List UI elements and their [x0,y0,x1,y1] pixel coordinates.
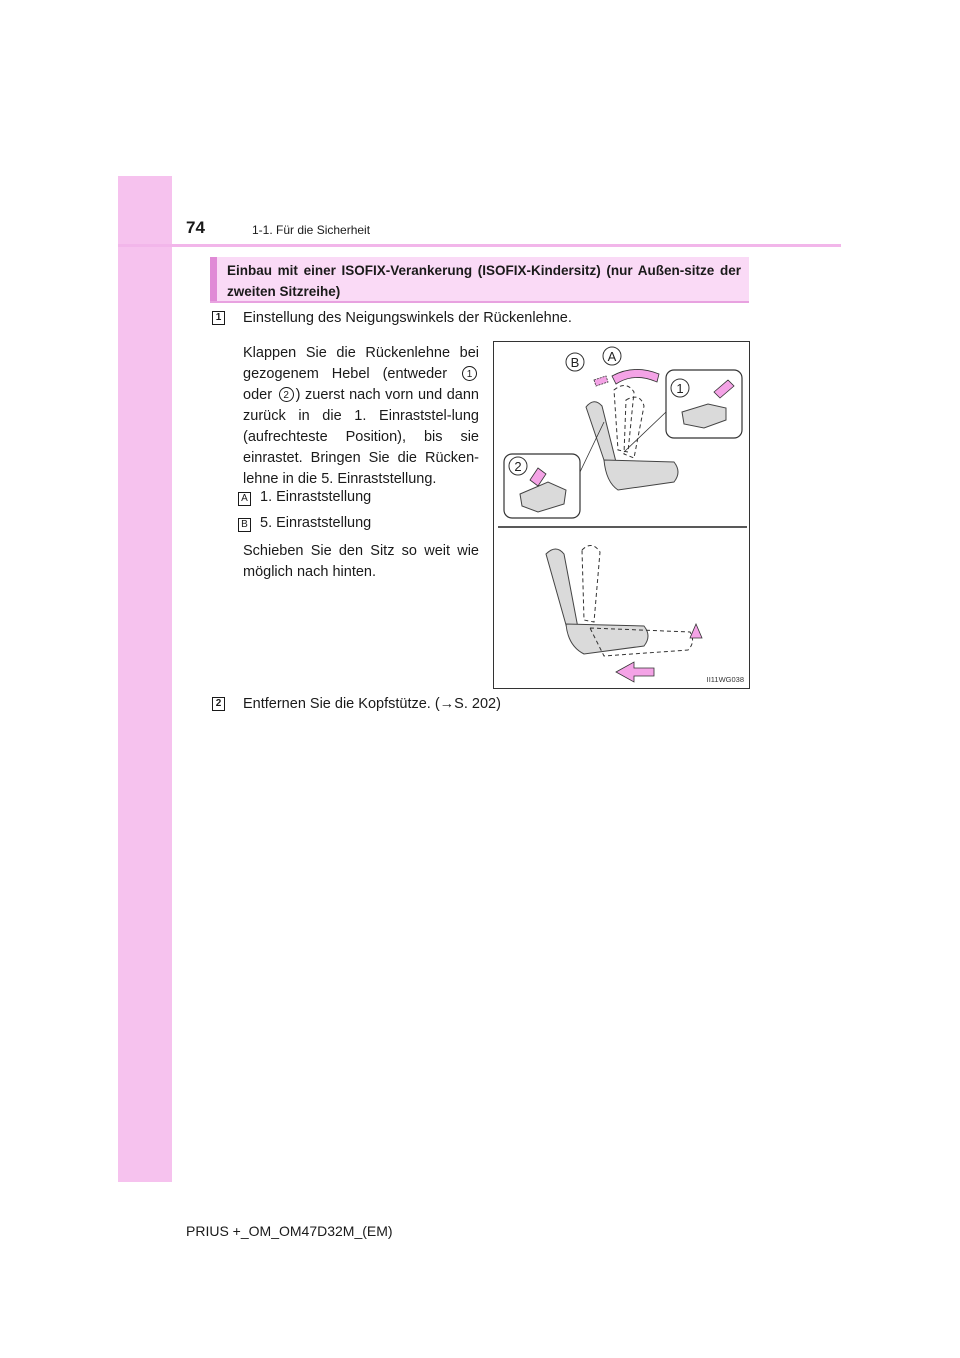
item-a-label: A [238,492,251,506]
callout-a [603,347,621,365]
lower-backrest-ghost [582,545,600,622]
step-1-extra: Schieben Sie den Sitz so weit wie möglich nach hinten. [243,543,479,580]
inset-lever-1 [624,370,742,452]
seat-figure [493,341,750,689]
lower-backrest [546,549,578,632]
inset-lever-2 [504,422,604,518]
step-2-title: Entfernen Sie die Kopfstütze. (→S. 202) [243,696,501,712]
callout-1-text: 1 [676,381,684,396]
page-number: 74 [186,218,205,237]
lower-seat [546,549,648,654]
subheading-rule [210,301,749,303]
step-1-body-part1: Klappen Sie die Rückenlehne bei gezogenem Hebel (entweder [243,345,479,382]
step-1-body-part2: oder [243,387,277,403]
section-title: 1-1. Für die Sicherheit [252,223,371,237]
item-a-text: 1. Einraststellung [260,489,372,505]
callout-2-text: 2 [514,459,522,474]
item-b-label: B [238,518,251,532]
header-rule [118,244,841,247]
subheading-text: Einbau mit einer ISOFIX-Verankerung (ISOFIX-Kindersitz) (nur Außen-sitze der zweiten Sitzreihe) [227,263,741,299]
callout-b-text: B [570,355,580,370]
callout-a-text: A [607,349,617,364]
slide-back-arrow [616,662,654,682]
footer-doc-id: PRIUS +_OM_OM47D32M_(EM) [186,1223,393,1239]
callout-b [566,353,584,371]
sidebar-tab [118,176,172,1182]
upper-cushion [604,460,678,490]
arrow-a [612,369,659,384]
circle-label-2: 2 [279,387,294,402]
step-1-body-part3: ) zuerst nach vorn und dann zurück in die 1. Einraststel-lung (aufrechteste Position), bis sie einrastet. Bringen Sie die Rücken-lehne in die 5. Einraststellung. [243,387,479,487]
circle-label-1: 1 [462,366,477,381]
step-2-badge: 2 [212,697,225,711]
item-b-text: 5. Einraststellung [260,515,372,531]
figure-code: II11WG038 [706,675,744,684]
upper-backrest [586,402,616,466]
subheading-box [210,257,749,301]
lever-arrow [690,624,702,638]
arrow-b [594,376,608,386]
step-1-body [243,343,479,490]
upper-seat [586,402,678,490]
step-1-badge: 1 [212,311,225,325]
step-1-title: Einstellung des Neigungswinkels der Rückenlehne. [243,310,572,326]
seat-illustration [494,342,751,690]
